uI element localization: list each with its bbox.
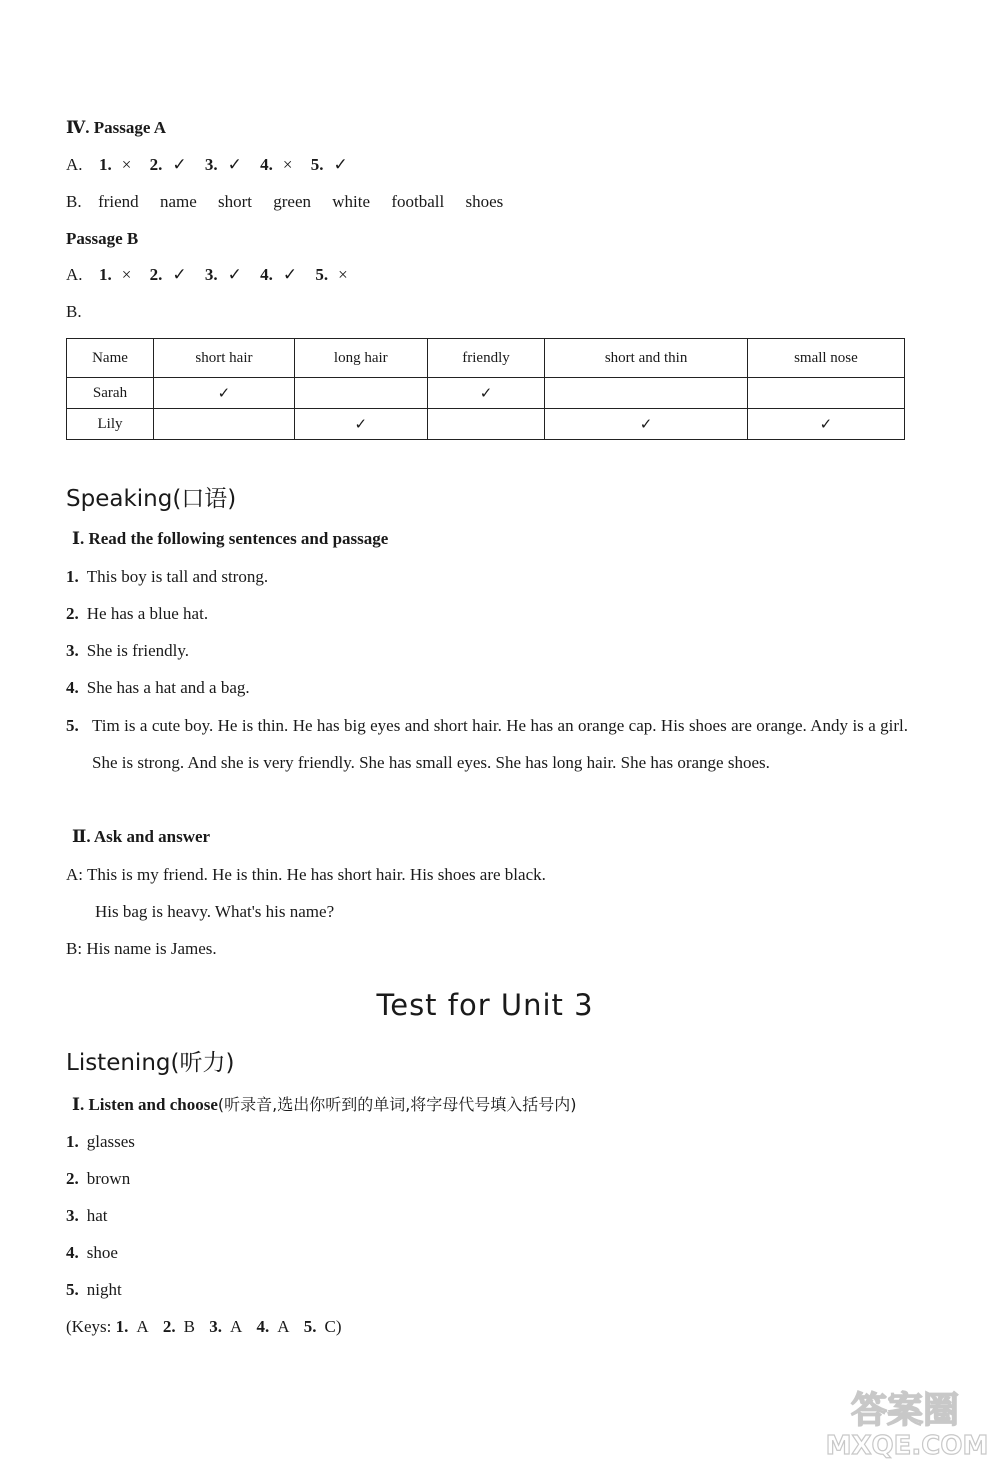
answer-keys: (Keys: 1. A 2. B 3. A 4. A 5. C): [66, 1317, 342, 1336]
table-row: [67, 378, 905, 409]
passage-a-part-a: [66, 154, 362, 176]
speaking-title: Speaking(口语): [66, 486, 237, 512]
answer-word: name: [159, 192, 197, 211]
answer-word: white: [332, 192, 371, 211]
list-item: 3. hat: [66, 1206, 108, 1225]
list-item: 5. night: [66, 1280, 122, 1299]
table-cell: ✓: [294, 409, 427, 440]
list-item: 1. This boy is tall and strong.: [66, 567, 269, 586]
table-header: short hair: [154, 339, 295, 378]
speaker-label: A:: [66, 865, 83, 884]
list-item: 2. brown: [66, 1169, 131, 1188]
appearance-table: [66, 338, 905, 440]
passage-a-heading: Ⅳ. Passage A: [66, 118, 167, 137]
speaking-section2-heading: Ⅱ. Ask and answer: [72, 827, 211, 846]
dialogue-line: This is my friend. He is thin. He has short hair. His shoes are black.: [86, 865, 546, 884]
dialogue-a: [66, 864, 546, 886]
table-cell: [427, 409, 545, 440]
listening-section1-heading: Ⅰ. Listen and choose(听录音,选出你听到的单词,将字母代号填入括号内): [72, 1095, 577, 1114]
table-header: short and thin: [545, 339, 748, 378]
watermark-text: 答案圈: [850, 1390, 960, 1431]
answer-item: 3. ✓: [204, 265, 242, 284]
dialogue-line: His name is James.: [86, 939, 217, 958]
unit-title: Test for Unit 3: [376, 988, 594, 1022]
part-label: B.: [66, 192, 82, 211]
list-item: 1. glasses: [66, 1132, 135, 1151]
table-row: [67, 409, 905, 440]
list-item: 2. He has a blue hat.: [66, 604, 209, 623]
table-cell: [747, 378, 904, 409]
answer-item: 2. ✓: [149, 265, 187, 284]
passage-b-heading: Passage B: [66, 229, 139, 248]
listening-title: Listening(听力): [66, 1050, 235, 1076]
table-header-row: [67, 339, 905, 378]
watermark-url: MXQE.COM: [825, 1431, 989, 1460]
answer-item: 2. ✓: [149, 155, 187, 174]
table-cell: [294, 378, 427, 409]
table-header: small nose: [747, 339, 904, 378]
answer-item: 1. ×: [99, 155, 132, 174]
table-header: long hair: [294, 339, 427, 378]
part-label: A.: [66, 155, 83, 174]
answer-item: 1. ×: [99, 265, 132, 284]
answer-word: shoes: [465, 192, 504, 211]
table-cell: ✓: [747, 409, 904, 440]
table-cell-name: Lily: [67, 409, 154, 440]
table-header: Name: [67, 339, 154, 378]
table-cell: [154, 409, 295, 440]
list-item-passage: 5. Tim is a cute boy. He is thin. He has big eyes and short hair. He has an orange cap. His shoes are orange. Andy is a girl. She is strong. And she is very friendly. She has small eyes. She has long hair. She has orange shoes.: [66, 716, 908, 772]
list-item: 4. She has a hat and a bag.: [66, 678, 250, 697]
passage-b-part-b-label: B.: [66, 302, 82, 321]
answer-item: 5. ×: [315, 265, 348, 284]
answer-item: 3. ✓: [204, 155, 242, 174]
answer-word: football: [391, 192, 445, 211]
table-cell: ✓: [154, 378, 295, 409]
dialogue-b: [66, 938, 217, 960]
passage-a-part-b: [66, 191, 520, 213]
table-header: friendly: [427, 339, 545, 378]
answer-word: friend: [98, 192, 139, 211]
part-label: A.: [66, 265, 83, 284]
answer-item: 4. ✓: [260, 265, 298, 284]
speaker-label: B:: [66, 939, 83, 958]
table-cell: ✓: [427, 378, 545, 409]
answer-item: 5. ✓: [310, 155, 348, 174]
watermark-logo: [815, 1380, 995, 1460]
answer-word: green: [273, 192, 312, 211]
speaking-section1-heading: Ⅰ. Read the following sentences and passage: [72, 529, 389, 548]
table-cell-name: Sarah: [67, 378, 154, 409]
dialogue-line: His bag is heavy. What's his name?: [95, 902, 335, 921]
list-item: 3. She is friendly.: [66, 641, 190, 660]
answer-item: 4. ×: [260, 155, 293, 174]
table-cell: ✓: [545, 409, 748, 440]
list-item: 4. shoe: [66, 1243, 118, 1262]
answer-word: short: [218, 192, 253, 211]
table-cell: [545, 378, 748, 409]
passage-b-part-a: [66, 264, 362, 286]
